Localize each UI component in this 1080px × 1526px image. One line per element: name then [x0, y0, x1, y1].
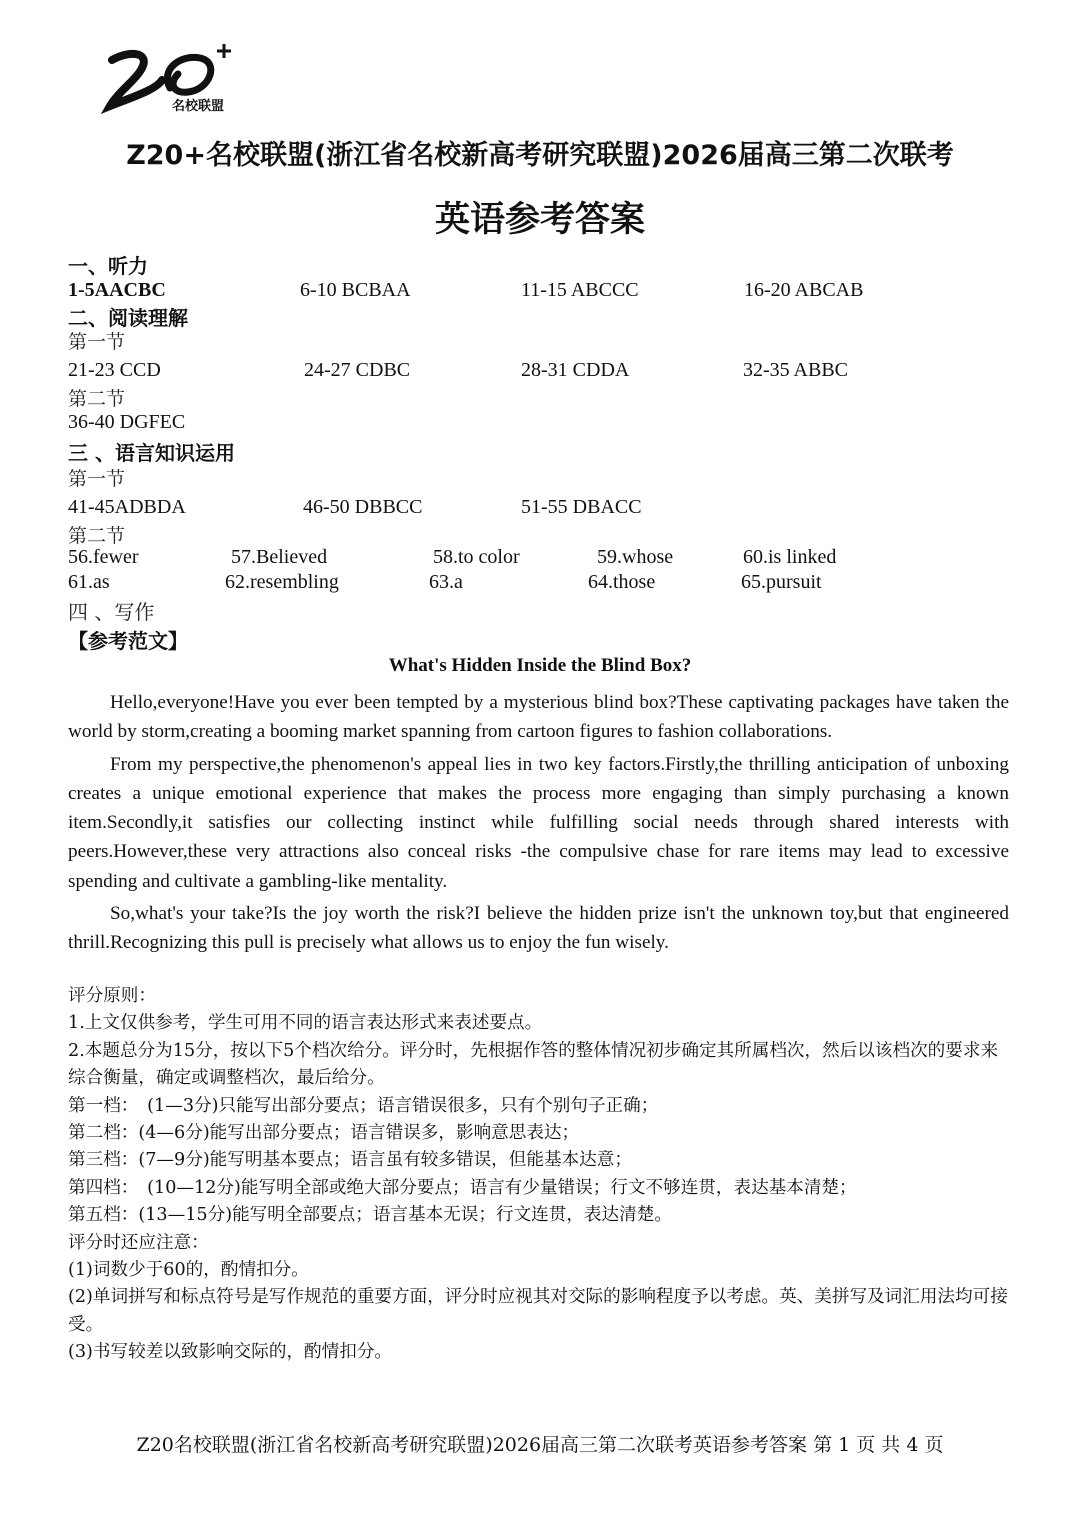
- answer-group: 51-55 DBACC: [521, 496, 642, 518]
- answer-group: 21-23 CCD: [68, 359, 161, 381]
- page-title: 英语参考答案: [434, 200, 645, 240]
- answer-group: 46-50 DBBCC: [303, 496, 423, 518]
- answer-item: 63.a: [429, 571, 463, 593]
- scoring-note: (3)书写较差以致影响交际的，酌情扣分。: [68, 1342, 393, 1363]
- essay-paragraph: From my perspective,the phenomenon's appeal lies in two key factors.Firstly,the thrilling anticipation of unboxing creates a unique emotional experience that makes the process more engaging than simply purchasing a known item.Secondly,it satisfies our collecting instinct while fulfilling social needs through shared interests with peers.However,these very attractions also conceal risks -the compulsive chase for rare items may lead to excessive spending and cultivate a gambling-like mentality.: [68, 753, 1009, 892]
- subsection-label: 第一节: [68, 331, 126, 353]
- notes-heading: 评分时还应注意：: [68, 1232, 209, 1253]
- reading-s2-answers-row: [68, 411, 1028, 437]
- answer-item: 62.resembling: [225, 571, 339, 593]
- answer-item: 65.pursuit: [741, 571, 822, 593]
- answer-group: 24-27 CDBC: [304, 359, 411, 381]
- section-listening-heading: 一、听力: [68, 254, 148, 278]
- scoring-heading: 评分原则：: [68, 986, 156, 1006]
- scoring-level: 第三档：(7—9分)能写明基本要点；语言虽有较多错误，但能基本达意；: [68, 1150, 632, 1171]
- scoring-level: 第四档： (10—12分)能写明全部或绝大部分要点；语言有少量错误；行文不够连贯，表达基本清楚；: [68, 1177, 857, 1198]
- answer-item: 58.to color: [433, 546, 520, 568]
- answer-item: 57.Believed: [231, 546, 328, 568]
- answer-group: 36-40 DGFEC: [68, 411, 186, 433]
- answer-group: 28-31 CDDA: [521, 359, 630, 381]
- answer-group: 1-5AACBC: [68, 279, 166, 301]
- sample-essay: [68, 688, 1009, 961]
- reading-s1-answers-row: [68, 359, 1028, 385]
- scoring-note: (2)单词拼写和标点符号是写作规范的重要方面，评分时应视其对交际的影响程度予以考虑。英、美拼写及词汇用法均可接受。: [68, 1287, 1008, 1335]
- language-s2-row1: [68, 546, 1028, 572]
- answer-group: 16-20 ABCAB: [744, 279, 864, 301]
- exam-title: Z20+名校联盟(浙江省名校新高考研究联盟)2026届高三第二次联考: [126, 140, 954, 171]
- listening-answers-row: [68, 279, 1028, 305]
- section-reading-heading: 二、阅读理解: [68, 306, 188, 330]
- subsection-label: 第一节: [68, 468, 126, 490]
- essay-paragraph: Hello,everyone!Have you ever been tempted by a mysterious blind box?These captivating packages have taken the world by storm,creating a booming market spanning from cartoon figures to fashion collaborations.: [68, 692, 1009, 743]
- sample-essay-label: 【参考范文】: [68, 629, 188, 653]
- essay-title: What's Hidden Inside the Blind Box?: [388, 655, 692, 676]
- scoring-note: (1)词数少于60的，酌情扣分。: [68, 1260, 309, 1281]
- answer-item: 56.fewer: [68, 546, 139, 568]
- section-writing-heading: 四 、写作: [68, 600, 155, 624]
- logo-text: 名校联盟: [172, 99, 225, 114]
- language-s2-row2: [68, 571, 1028, 597]
- answer-group: 32-35 ABBC: [743, 359, 849, 381]
- subsection-label: 第二节: [68, 525, 126, 547]
- answer-group: 11-15 ABCCC: [521, 279, 639, 301]
- answer-item: 61.as: [68, 571, 110, 593]
- answer-item: 60.is linked: [743, 546, 837, 568]
- scoring-rule: 2.本题总分为15分，按以下5个档次给分。评分时，先根据作答的整体情况初步确定其所属档次，然后以该档次的要求来综合衡量，确定或调整档次，最后给分。: [68, 1040, 999, 1089]
- language-s1-answers-row: [68, 496, 1028, 522]
- answer-item: 64.those: [588, 571, 656, 593]
- alliance-logo: [100, 40, 240, 120]
- scoring-level: 第五档：(13—15分)能写明全部要点；语言基本无误；行文连贯，表达清楚。: [68, 1205, 672, 1226]
- essay-paragraph: So,what's your take?Is the joy worth the risk?I believe the hidden prize isn't the unknown toy,but that engineered thrill.Recognizing this pull is precisely what allows us to enjoy the fun wisely.: [68, 903, 1009, 954]
- answer-item: 59.whose: [597, 546, 674, 568]
- logo-swirl-icon: [100, 40, 240, 120]
- scoring-level: 第一档： (1—3分)只能写出部分要点；语言错误很多，只有个别句子正确；: [68, 1095, 659, 1116]
- section-language-heading: 三 、语言知识运用: [68, 441, 235, 465]
- answer-group: 6-10 BCBAA: [300, 279, 411, 301]
- answer-group: 41-45ADBDA: [68, 496, 186, 518]
- scoring-level: 第二档：(4—6分)能写出部分要点；语言错误多，影响意思表达；: [68, 1123, 580, 1144]
- scoring-rule: 1.上文仅供参考，学生可用不同的语言表达形式来表述要点。: [68, 1013, 543, 1034]
- subsection-label: 第二节: [68, 388, 126, 410]
- scoring-rules: [68, 983, 1009, 1367]
- page-footer: Z20名校联盟(浙江省名校新高考研究联盟)2026届高三第二次联考英语参考答案 第 1 页 共 4 页: [136, 1434, 944, 1456]
